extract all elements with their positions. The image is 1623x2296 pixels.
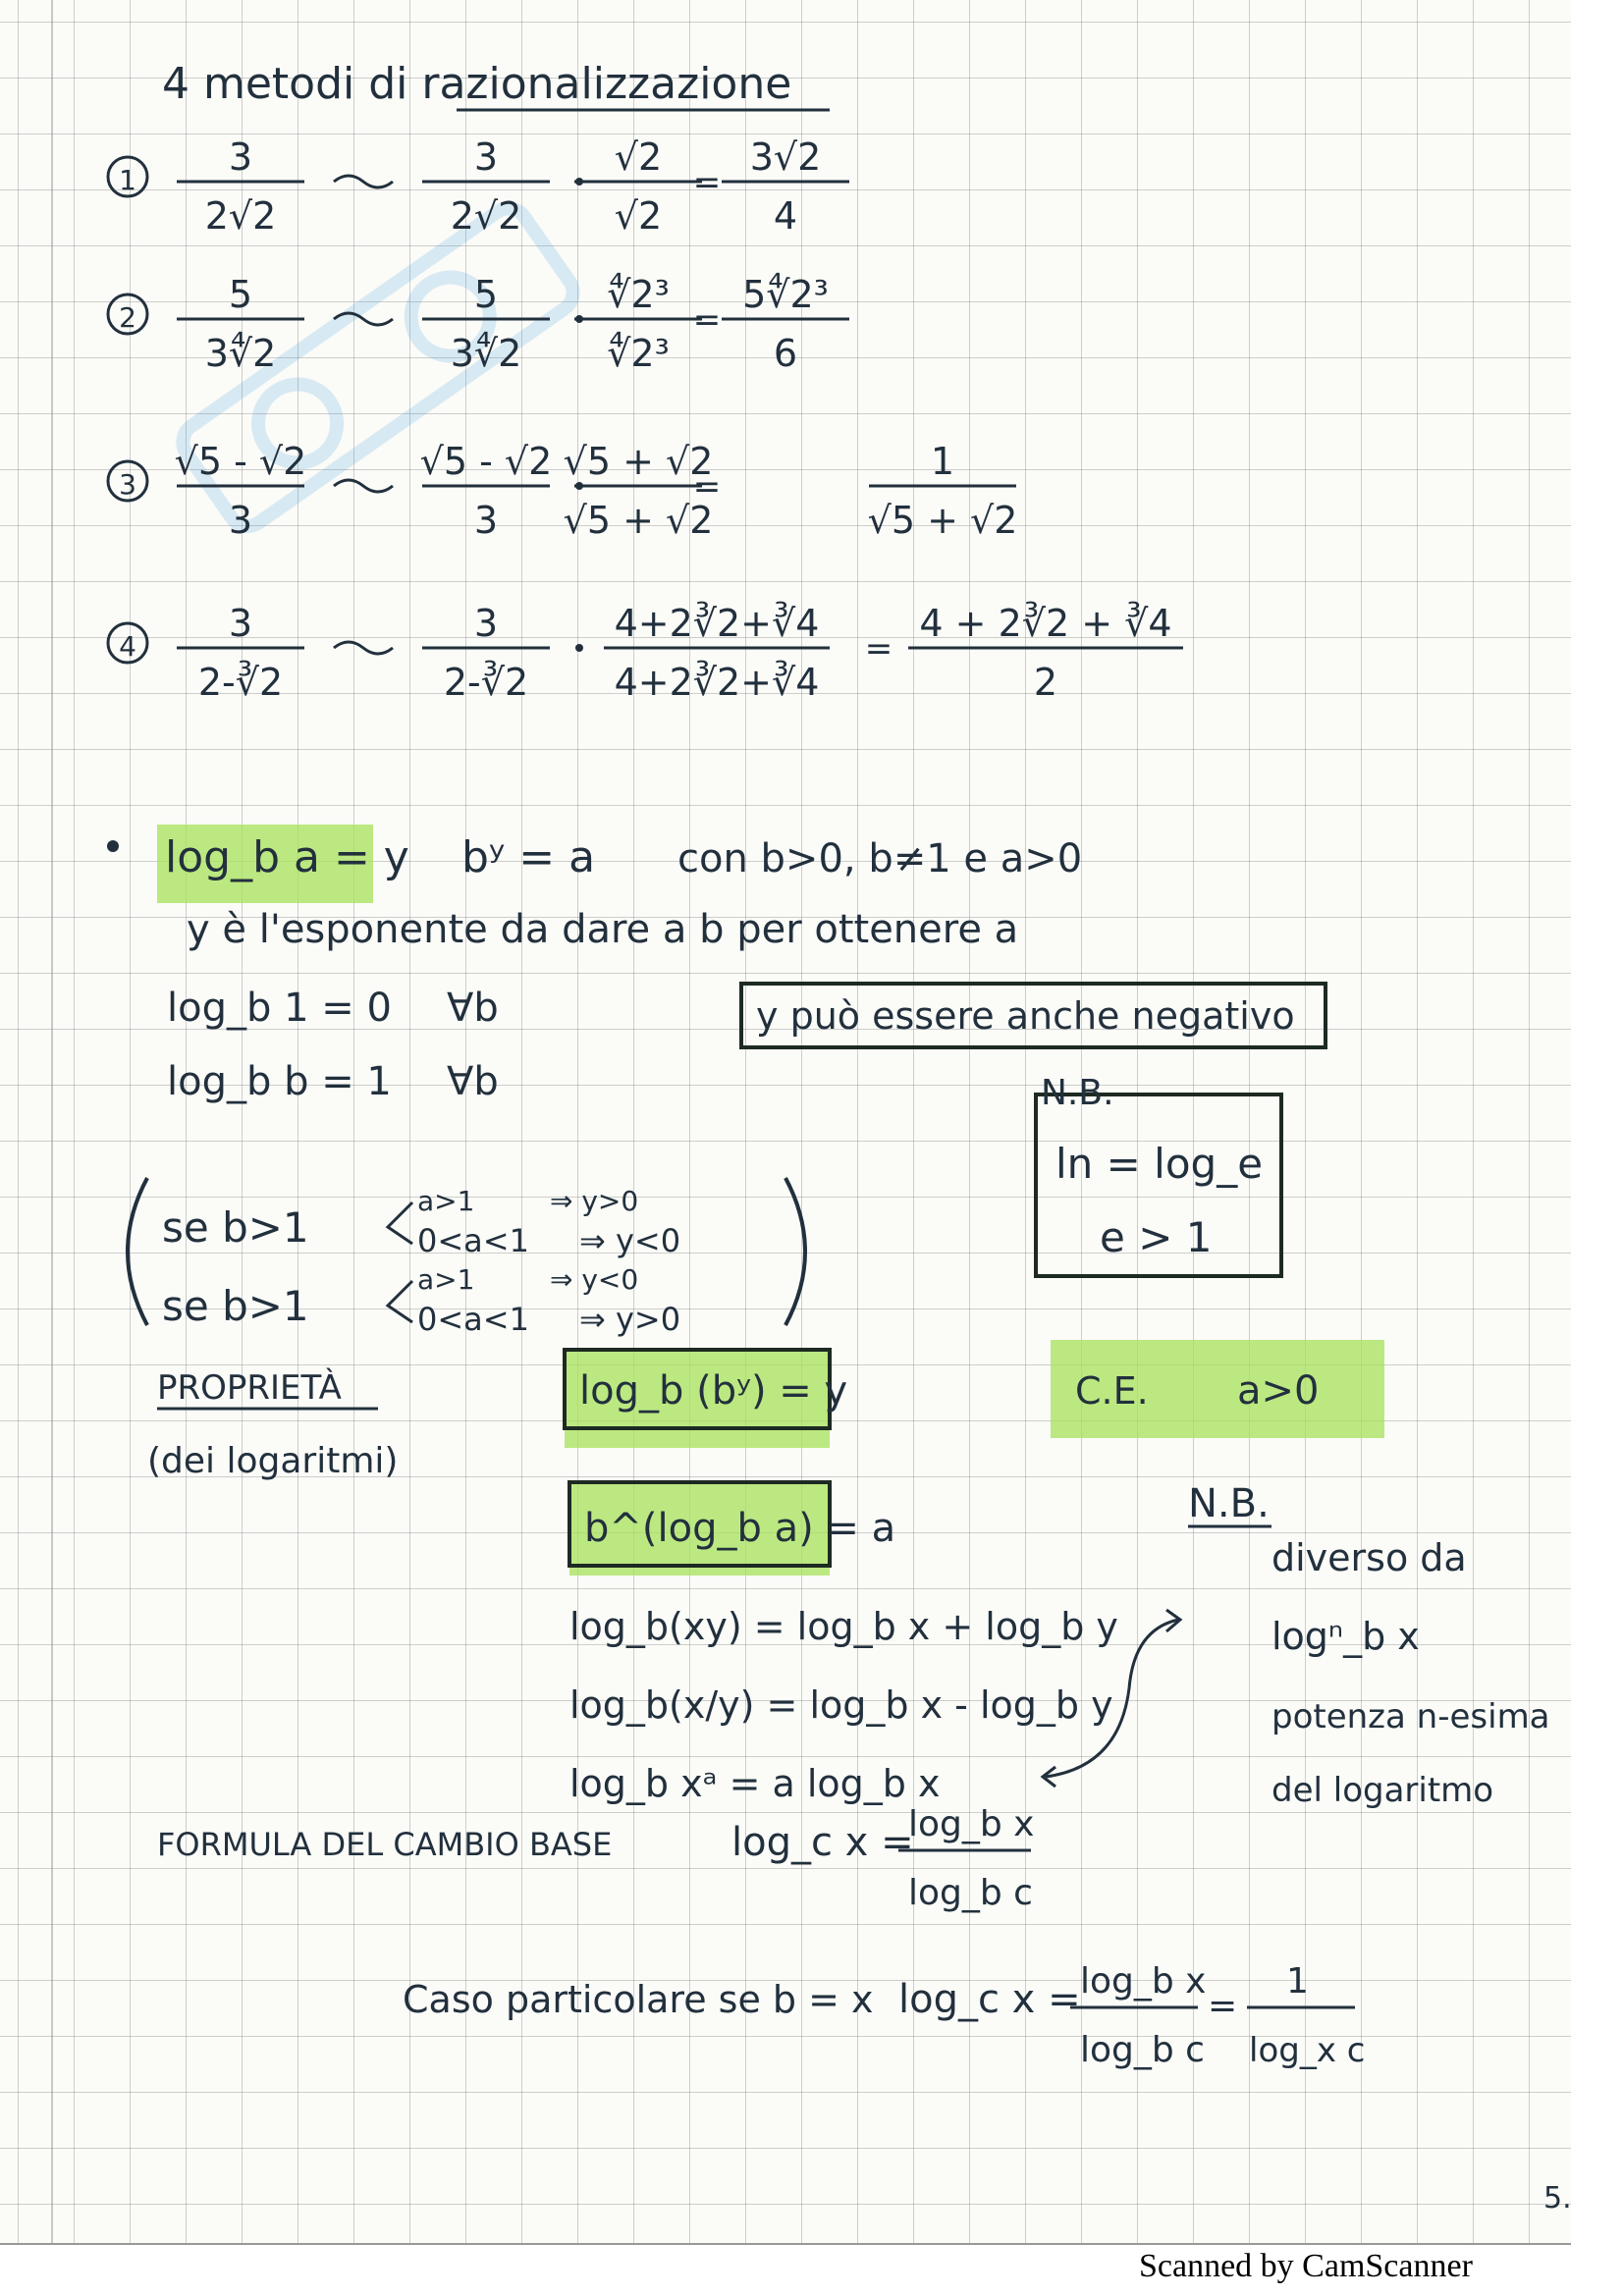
log-of-base-quantifier: ∀b [447, 1059, 499, 1104]
case-result-a: ⇒ y<0 [550, 1263, 639, 1296]
method-equals: = [692, 467, 722, 507]
method-step2-numerator: 4+2∛2+∛4 [614, 602, 820, 645]
change-base-lhs: log_c x = [731, 1820, 914, 1865]
method-step2-denominator: √2 [614, 194, 663, 238]
property-inverse-2: b^(log_b a) = a [584, 1506, 896, 1551]
case-b: 0<a<1 [417, 1301, 529, 1338]
log-of-one-quantifier: ∀b [447, 986, 499, 1031]
method-fraction-denominator: 2-∛2 [197, 661, 284, 704]
e-greater-one: e > 1 [1100, 1213, 1213, 1261]
method-step1-denominator: 3 [473, 499, 499, 542]
method-number: 3 [119, 468, 136, 501]
special-lhs: log_c x = [898, 1977, 1081, 2022]
method-row [108, 135, 849, 238]
method-result-denominator: 6 [773, 332, 798, 375]
method-equals: = [864, 629, 893, 668]
rule-quotient: log_b(x/y) = log_b x - log_b y [569, 1683, 1113, 1727]
method-number: 1 [119, 164, 136, 196]
cases-block [162, 1185, 680, 1338]
method-step2-denominator: ∜2³ [607, 332, 670, 375]
method-step2-denominator: √5 + √2 [563, 499, 714, 542]
method-step1-numerator: 3 [473, 602, 499, 645]
page-title: 4 metodi di razionalizzazione [162, 59, 792, 109]
method-row [108, 440, 1017, 542]
method-fraction-denominator: 3 [228, 499, 253, 542]
special-numerator: log_b x [1080, 1961, 1207, 2002]
nb-box-label: N.B. [1041, 1073, 1114, 1113]
method-fraction-denominator: 3∜2 [204, 332, 277, 375]
case-a: a>1 [417, 1263, 475, 1296]
method-step1-numerator: 5 [473, 273, 499, 316]
log-explanation: y è l'esponente da dare a b per ottenere a [187, 907, 1019, 952]
case-row [162, 1185, 680, 1259]
nb2-line-3: potenza n-esima [1271, 1697, 1550, 1736]
log-definition: log_b a = y [165, 832, 409, 882]
log-of-base: log_b b = 1 [167, 1059, 392, 1104]
log-of-one: log_b 1 = 0 [167, 986, 392, 1031]
case-lead: se b>1 [162, 1203, 309, 1252]
change-base-denominator: log_b c [908, 1873, 1033, 1913]
property-inverse-1: log_b (bʸ) = y [579, 1368, 848, 1414]
method-fraction-denominator: 2√2 [204, 194, 277, 238]
method-fraction-numerator: 3 [228, 602, 253, 645]
page-number: 5. [1543, 2181, 1572, 2216]
method-result-numerator: 3√2 [749, 135, 822, 179]
special-denominator-2: log_x c [1249, 2031, 1366, 2070]
log-conditions: con b>0, b≠1 e a>0 [677, 836, 1083, 881]
method-step1-numerator: 3 [473, 135, 499, 179]
method-equals: = [692, 300, 722, 340]
case-row [162, 1263, 680, 1338]
case-b: 0<a<1 [417, 1222, 529, 1259]
nb2-line-2: logⁿ_b x [1271, 1615, 1420, 1658]
rule-power: log_b xᵃ = a log_b x [569, 1762, 941, 1805]
change-base-label: FORMULA DEL CAMBIO BASE [157, 1826, 613, 1863]
ln-definition: ln = log_e [1055, 1140, 1264, 1188]
change-base-numerator: log_b x [908, 1804, 1035, 1844]
method-step1-denominator: 3∜2 [450, 332, 522, 375]
negative-note: y può essere anche negativo [756, 994, 1295, 1038]
method-step2-numerator: √5 + √2 [563, 440, 714, 483]
method-result-numerator: 5∜2³ [742, 273, 829, 316]
method-step1-denominator: 2√2 [450, 194, 522, 238]
method-result-denominator: 2 [1033, 661, 1058, 704]
special-case-label: Caso particolare se b = x [403, 1978, 874, 2021]
case-lead: se b>1 [162, 1282, 309, 1330]
properties-subheading: (dei logaritmi) [147, 1441, 399, 1481]
special-equals: = [1208, 1986, 1238, 2026]
case-result-a: ⇒ y>0 [550, 1185, 639, 1217]
nb2-label: N.B. [1188, 1481, 1270, 1526]
case-result-b: ⇒ y>0 [579, 1301, 681, 1338]
method-result-numerator: 4 + 2∛2 + ∛4 [919, 602, 1172, 645]
methods-list [108, 135, 1183, 704]
case-a: a>1 [417, 1185, 475, 1217]
method-step2-denominator: 4+2∛2+∛4 [614, 661, 820, 704]
nb2-line-1: diverso da [1271, 1536, 1467, 1579]
method-fraction-numerator: √5 - √2 [174, 440, 307, 483]
method-fraction-numerator: 5 [228, 273, 253, 316]
method-step2-numerator: ∜2³ [607, 273, 670, 316]
scanner-footer: Scanned by CamScanner [1139, 2248, 1473, 2284]
method-result-denominator: √5 + √2 [867, 499, 1018, 542]
method-equals: = [692, 163, 722, 202]
ce-label: C.E. [1075, 1369, 1149, 1413]
nb2-line-4: del logaritmo [1271, 1771, 1494, 1810]
method-number: 2 [119, 301, 136, 334]
exp-equivalence: bʸ = a [461, 832, 596, 882]
ce-value: a>0 [1237, 1368, 1320, 1414]
rule-product: log_b(xy) = log_b x + log_b y [569, 1605, 1118, 1648]
method-result-denominator: 4 [773, 194, 798, 238]
method-row [108, 272, 849, 375]
method-step2-numerator: √2 [614, 135, 663, 179]
special-denominator: log_b c [1080, 2030, 1205, 2070]
method-step1-denominator: 2-∛2 [443, 661, 529, 704]
method-fraction-numerator: 3 [228, 135, 253, 179]
method-result-numerator: 1 [930, 440, 955, 483]
method-number: 4 [119, 630, 136, 663]
properties-heading: PROPRIETÀ [157, 1368, 342, 1408]
special-numerator-2: 1 [1286, 1961, 1309, 2002]
case-result-b: ⇒ y<0 [579, 1222, 681, 1259]
method-row [108, 601, 1183, 704]
method-step1-numerator: √5 - √2 [419, 440, 553, 483]
